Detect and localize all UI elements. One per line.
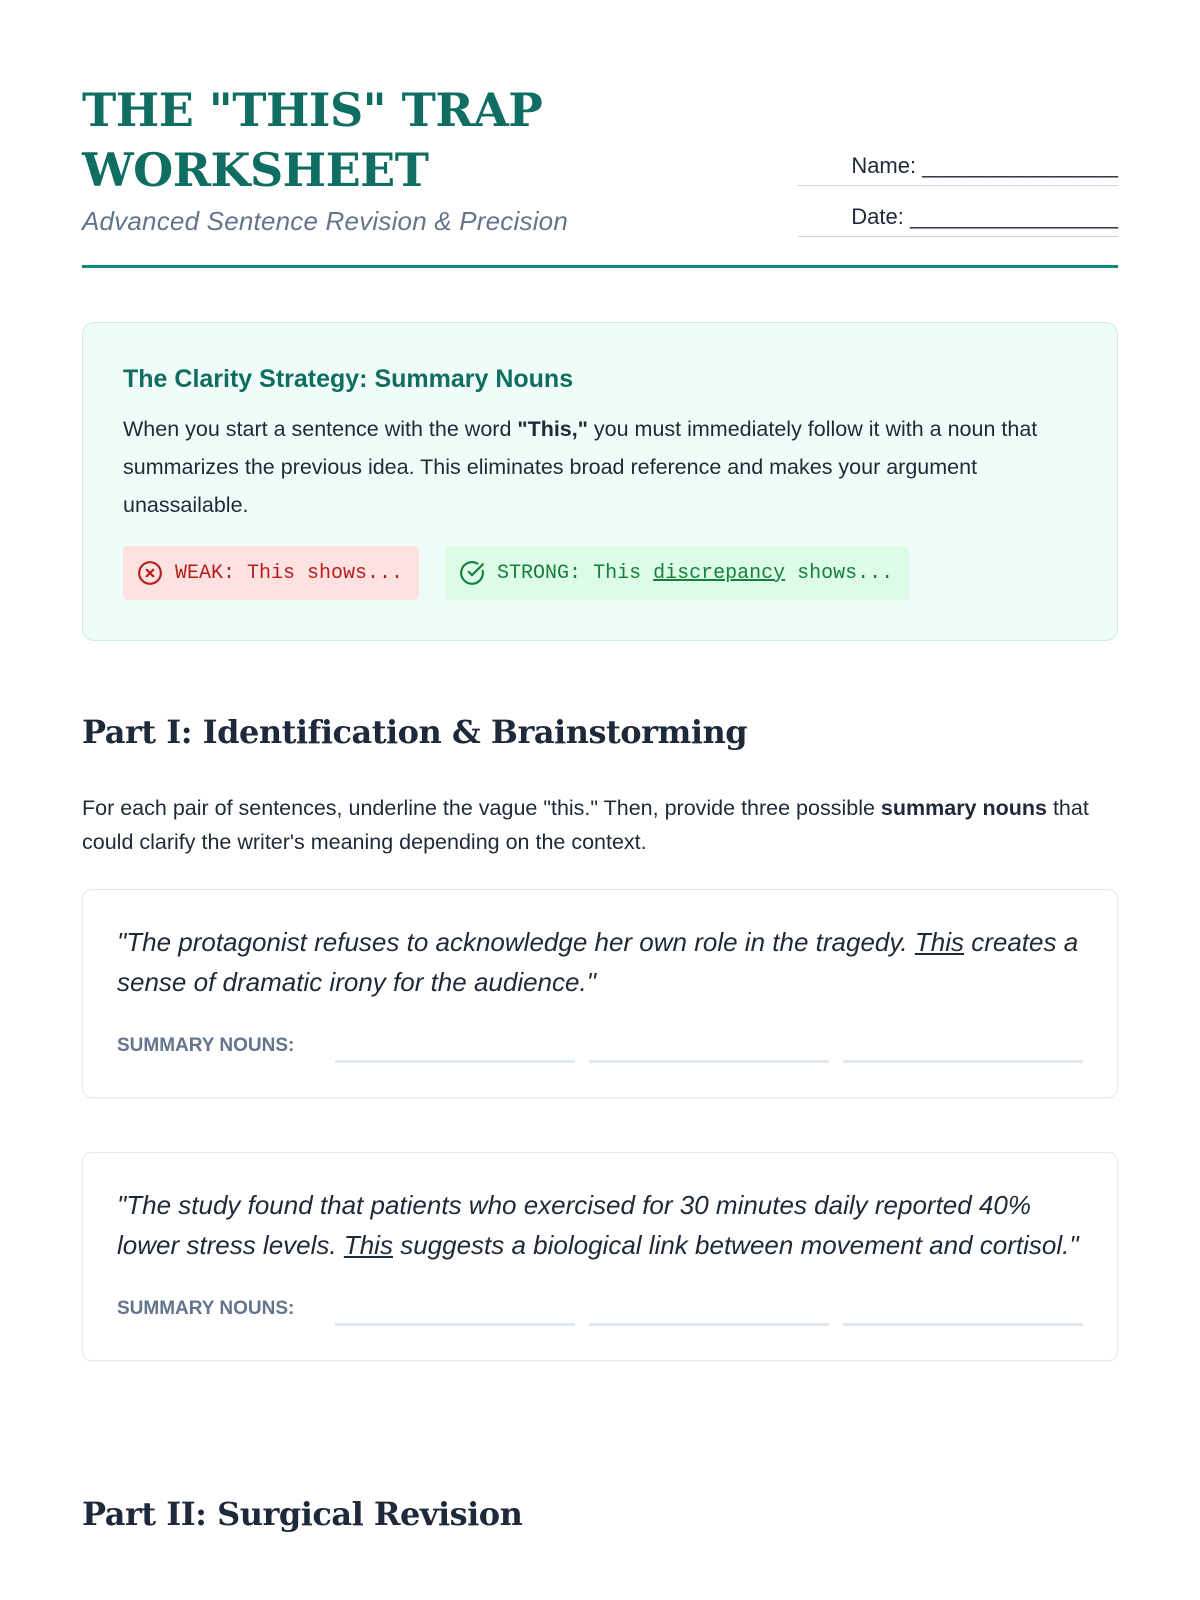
summary-noun-blank-2[interactable] [589,1032,829,1063]
strategy-body-emphasis: "This," [517,417,588,441]
strategy-heading: The Clarity Strategy: Summary Nouns [123,365,574,393]
student-info-fields [798,153,1118,237]
title-block [82,80,568,237]
exercise-card-2 [82,1152,1118,1361]
strong-example-suffix: shows... [785,561,894,585]
exercise-quote [117,1185,1083,1265]
summary-noun-blank-1[interactable] [335,1032,575,1063]
vague-this: This [343,1230,393,1260]
name-field[interactable]: Name: ________________ [798,153,1118,186]
strategy-card [82,322,1118,641]
x-circle-icon [137,560,163,586]
summary-nouns-label: SUMMARY NOUNS: [117,1298,295,1319]
strong-example-prefix: STRONG: This [497,561,654,585]
date-field[interactable]: Date: _________________ [798,204,1118,237]
quote-text: "The protagonist refuses to acknowledge her own role in the tragedy. [117,927,915,957]
strong-example-text [497,562,893,585]
summary-noun-blank-1[interactable] [335,1295,575,1326]
summary-nouns-row [117,1032,1083,1063]
summary-noun-blank-3[interactable] [843,1032,1083,1063]
title-line-2: WORKSHEET [82,143,429,197]
quote-text-end: suggests a biological link between movement and cortisol." [392,1230,1079,1260]
weak-example-badge [123,546,419,600]
strategy-body-text: When you start a sentence with the word [123,417,518,441]
strong-example-keyword: discrepancy [653,561,786,585]
part-2-title: Part II: Surgical Revision [82,1495,523,1533]
part-1-instructions [82,791,1118,859]
page-title [82,80,568,200]
instructions-emphasis: summary nouns [880,796,1047,820]
title-line-1: THE "THIS" TRAP [82,83,543,137]
page-subtitle: Advanced Sentence Revision & Precision [82,206,568,236]
worksheet-header [82,80,1118,268]
strategy-body-text-end: you must immediately follow it with a noun that summarizes the previous idea. This eliminates broad reference and makes your argument unassailable. [123,417,1038,517]
instructions-text-end: that could clarify the writer's meaning depending on the context. [82,796,1089,854]
summary-noun-blank-3[interactable] [843,1295,1083,1326]
summary-noun-blank-2[interactable] [589,1295,829,1326]
part-1-title: Part I: Identification & Brainstorming [82,713,748,751]
strategy-body [123,410,1077,524]
strong-example-badge [445,546,909,600]
instructions-text: For each pair of sentences, underline the vague "this." Then, provide three possible [82,796,881,820]
quote-text-end: creates a sense of dramatic irony for the audience." [117,927,1079,997]
exercise-card-1 [82,889,1118,1098]
example-badges [123,546,1077,600]
exercise-quote [117,922,1083,1002]
check-circle-icon [459,560,485,586]
summary-nouns-row [117,1295,1083,1326]
weak-example-text: WEAK: This shows... [175,561,404,585]
quote-text: "The study found that patients who exercised for 30 minutes daily reported 40% lower stress levels. [117,1190,1031,1260]
vague-this: This [914,927,964,957]
summary-nouns-label: SUMMARY NOUNS: [117,1035,295,1056]
